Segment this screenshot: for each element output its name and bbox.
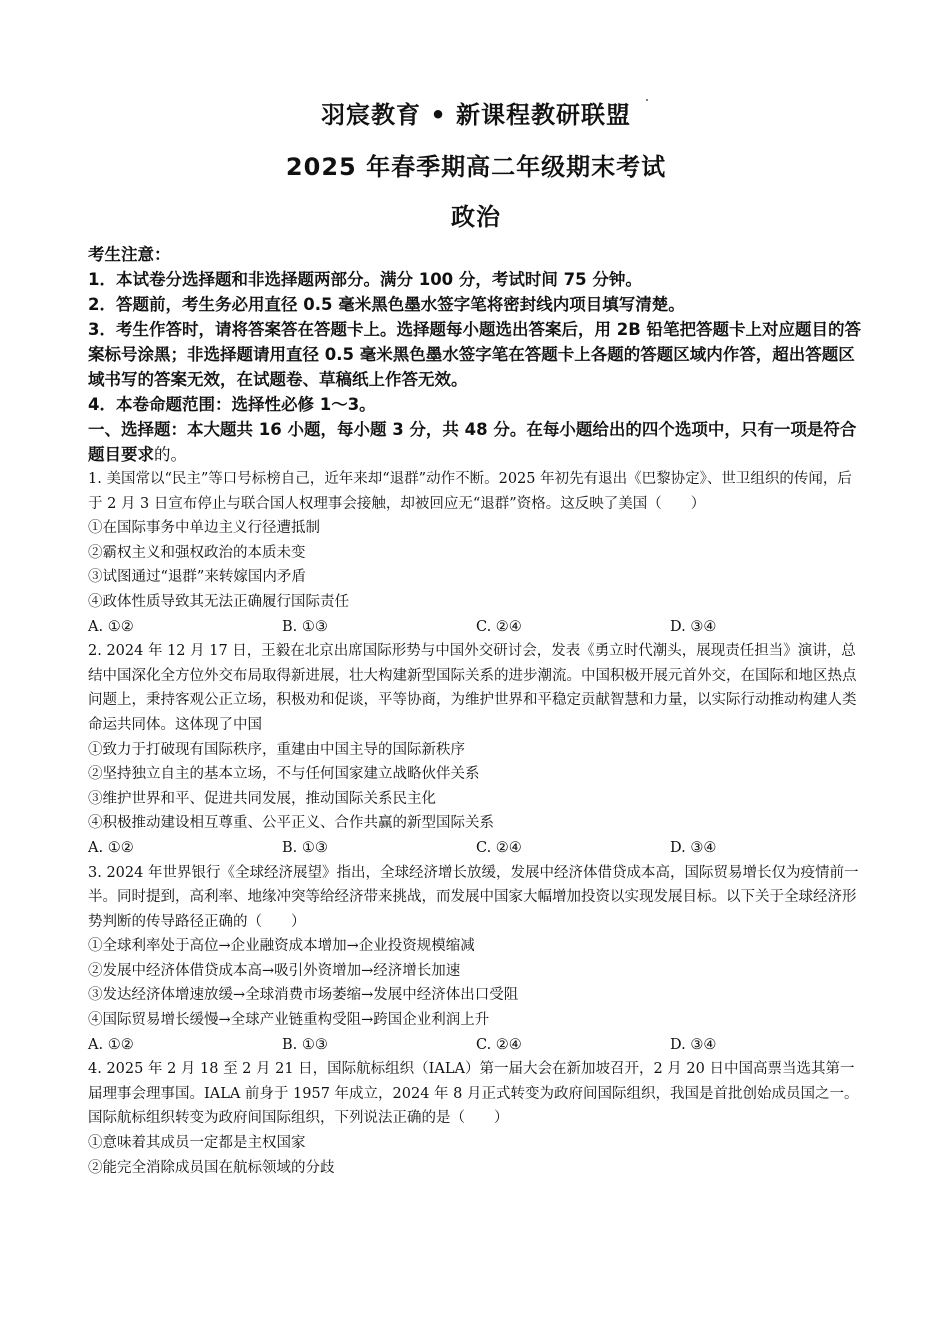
choice-c: C. ②④ — [476, 839, 522, 856]
notice-item: 4．本卷命题范围：选择性必修 1～3。 — [88, 395, 376, 414]
statement-option: ①致力于打破现有国际秩序，重建由中国主导的国际新秩序 — [88, 741, 465, 758]
answer-choices — [88, 615, 864, 640]
statement-option: ①意味着其成员一定都是主权国家 — [88, 1135, 306, 1152]
question-2 — [88, 639, 864, 860]
statement-option: ③维护世界和平、促进共同发展，推动国际关系民主化 — [88, 790, 436, 807]
choice-d: D. ③④ — [670, 839, 717, 856]
question-1 — [88, 467, 864, 639]
notice-item: 2．答题前，考生务必用直径 0.5 毫米黑色墨水签字笔将密封线内项目填写清楚。 — [88, 295, 685, 314]
section-heading-text: 一、选择题：本大题共 16 小题，每小题 3 分，共 48 分。在每小题给出的四个选项中，只有一项是符合题目要求 — [88, 420, 857, 464]
statement-option: ②坚持独立自主的基本立场，不与任何国家建立战略伙伴关系 — [88, 766, 480, 783]
choice-d: D. ③④ — [670, 1036, 717, 1053]
statement-option: ③试图通过“退群”来转嫁国内矛盾 — [88, 569, 306, 586]
question-3 — [88, 861, 864, 1058]
choice-b: B. ①③ — [282, 1036, 328, 1053]
answer-choices — [88, 1033, 864, 1058]
section-heading-tail: 的。 — [154, 445, 187, 464]
org-title: 羽宸教育 • 新课程教研联盟 — [320, 101, 632, 129]
exam-title: 2025 年春季期高二年级期末考试 — [285, 153, 667, 181]
choice-b: B. ①③ — [282, 618, 328, 635]
choice-d: D. ③④ — [670, 618, 717, 635]
statement-option: ①在国际事务中单边主义行径遭抵制 — [88, 520, 320, 537]
question-stem: 3. 2024 年世界银行《全球经济展望》指出，全球经济增长放缓，发展中经济体借贷成本高，国际贸易增长仅为疫情前一半。同时提到，高利率、地缘冲突等给经济带来挑战，而发展中国家大幅增加投资以实现发展目标。以下关于全球经济形势判断的传导路径正确的（ ） — [88, 864, 859, 930]
choice-a: A. ①② — [88, 1036, 134, 1053]
choice-a: A. ①② — [88, 618, 134, 635]
section-heading — [88, 417, 864, 467]
candidate-notice — [88, 242, 864, 417]
choice-b: B. ①③ — [282, 839, 328, 856]
question-stem: 1. 美国常以“民主”等口号标榜自己，近年来却“退群”动作不断。2025 年初先有退出《巴黎协定》、世卫组织的传闻，后于 2 月 3 日宣布停止与联合国人权理事会接触，却被回应无“退群”资格。这反映了美国（ ） — [88, 471, 852, 512]
question-stem: 4. 2025 年 2 月 18 至 2 月 21 日，国际航标组织（IALA）第一届大会在新加坡召开，2 月 20 日中国高票当选其第一届理事会理事国。IALA 前身于 1957 年成立，2024 年 8 月正式转变为政府间国际组织，我国是首批创始成员国之一。国际航标组织转变为政府间国际组织，下列说法正确的是（ ） — [88, 1061, 859, 1127]
statement-option: ②能完全消除成员国在航标领域的分歧 — [88, 1159, 335, 1176]
exam-page — [88, 96, 864, 1180]
statement-option: ①全球利率处于高位→企业融资成本增加→企业投资规模缩减 — [88, 938, 475, 955]
choice-c: C. ②④ — [476, 618, 522, 635]
question-stem: 2. 2024 年 12 月 17 日，王毅在北京出席国际形势与中国外交研讨会，发表《勇立时代潮头，展现责任担当》演讲，总结中国深化全方位外交布局取得新进展，壮大构建新型国际关系的进步潮流。中国积极开展元首外交，在国际和地区热点问题上，秉持客观公正立场，积极劝和促谈，平等协商，为维护世界和平稳定贡献智慧和力量，以实际行动推动构建人类命运共同体。这体现了中国 — [88, 643, 857, 733]
statement-option: ④政体性质导致其无法正确履行国际责任 — [88, 593, 349, 610]
notice-heading: 考生注意： — [88, 245, 171, 264]
subject-title: 政治 — [451, 203, 501, 231]
question-4 — [88, 1057, 864, 1180]
statement-option: ②霸权主义和强权政治的本质未变 — [88, 544, 306, 561]
notice-item: 1．本试卷分选择题和非选择题两部分。满分 100 分，考试时间 75 分钟。 — [88, 270, 642, 289]
statement-option: ③发达经济体增速放缓→全球消费市场萎缩→发展中经济体出口受阻 — [88, 987, 519, 1004]
answer-choices — [88, 836, 864, 861]
notice-item: 3．考生作答时，请将答案答在答题卡上。选择题每小题选出答案后，用 2B 铅笔把答题卡上对应题目的答案标号涂黑；非选择题请用直径 0.5 毫米黑色墨水签字笔在答题卡上各题的答题区域内作答，超出答题区域书写的答案无效，在试题卷、草稿纸上作答无效。 — [88, 320, 862, 389]
choice-c: C. ②④ — [476, 1036, 522, 1053]
statement-option: ④积极推动建设相互尊重、公平正义、合作共赢的新型国际关系 — [88, 815, 494, 832]
choice-a: A. ①② — [88, 839, 134, 856]
statement-option: ②发展中经济体借贷成本高→吸引外资增加→经济增长加速 — [88, 962, 461, 979]
statement-option: ④国际贸易增长缓慢→全球产业链重构受阻→跨国企业利润上升 — [88, 1012, 490, 1029]
